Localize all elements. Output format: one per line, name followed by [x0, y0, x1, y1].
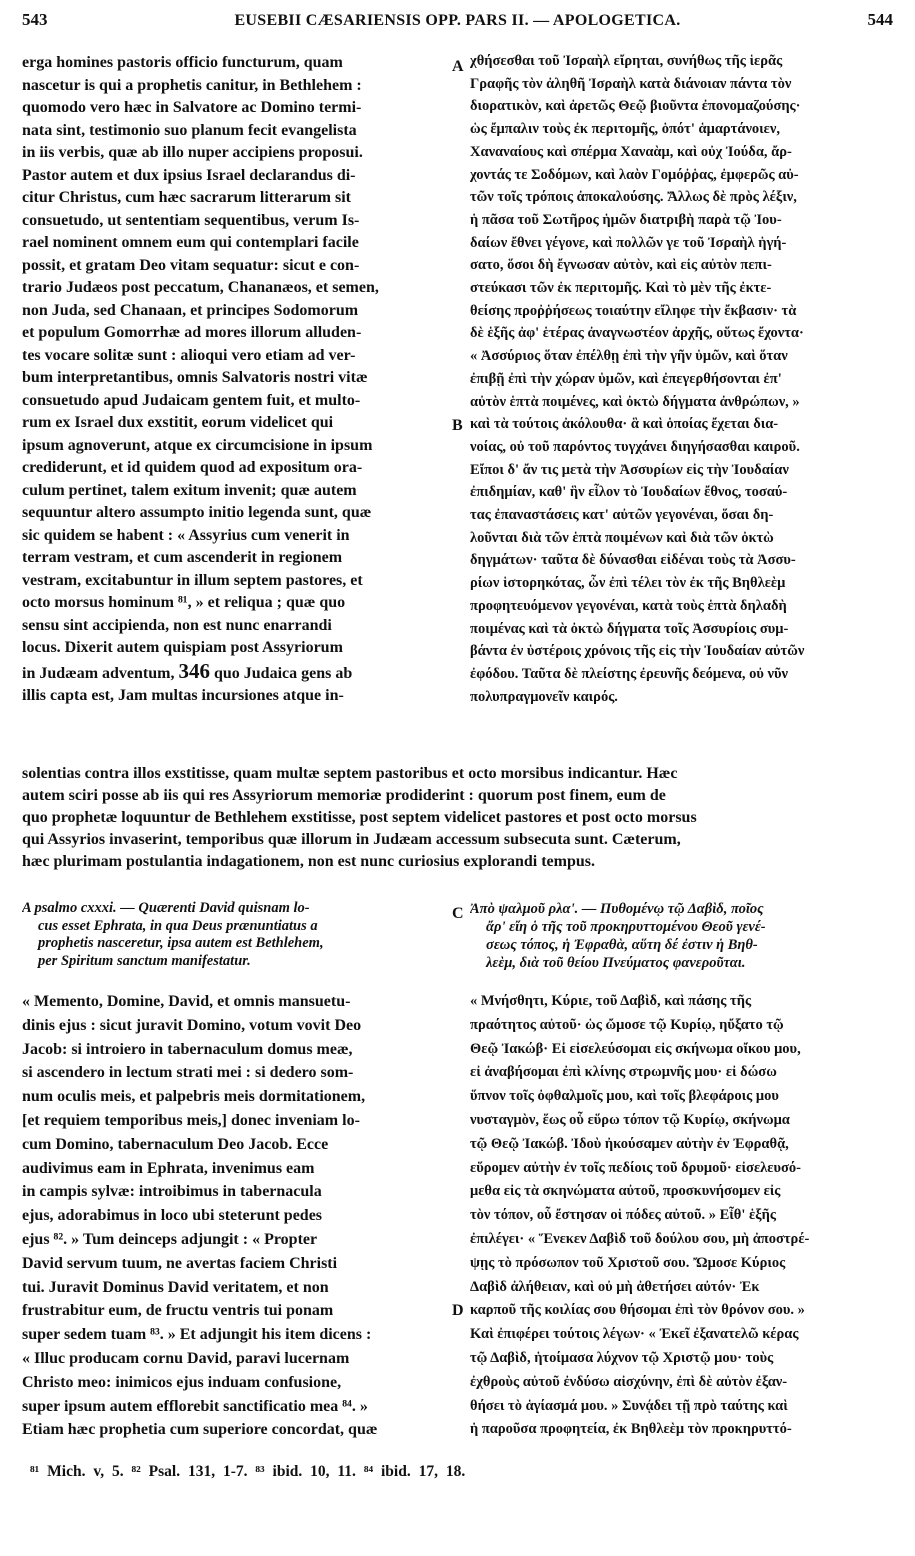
greek-line: προφητευόμενον γεγονέναι, κατὰ τοὺς ἑπτὰ δηλαδὴ	[470, 597, 787, 614]
greek-line: νυσταγμὸν, ἕως οὗ εὕρω τόπον τῷ Κυρίῳ, σκήνωμα	[470, 1111, 790, 1128]
footnote: ⁸³ ibid. 10, 11.	[255, 1463, 356, 1480]
latin-section-heading	[22, 900, 450, 970]
greek-line: ἐπιλέγει· « Ἕνεκεν Δαβὶδ τοῦ δούλου σου, μὴ ἀποστρέ-	[470, 1230, 810, 1247]
greek-line: « Μνήσθητι, Κύριε, τοῦ Δαβὶδ, καὶ πάσης τῆς	[470, 993, 752, 1009]
latin-line: tes vocare solitæ sunt : alioqui vero etiam ad ver-	[22, 346, 356, 364]
greek-line: τῶν τοῖς τρόποις ἀποκαλούσης. Ἄλλως δὲ πρὸς λέξιν,	[470, 189, 797, 206]
latin-line: consuetudo, ut sententiam sequentibus, verum Is-	[22, 211, 360, 229]
greek-line: ὡς ἔμπαλιν τοὺς ἐκ περιτομῆς, ὁπότ' ἁμαρτάνοιεν,	[470, 121, 780, 138]
full-line: qui Assyrios invaserint, temporibus quæ illorum in Judæam accessum subsecuta sunt. Cæterum,	[22, 831, 681, 848]
greek-line: ψῃς τὸ πρόσωπον τοῦ Χριστοῦ σου. Ὤμοσε Κύριος	[470, 1254, 786, 1271]
greek-line: χθήσεσθαι τοῦ Ἰσραὴλ εἴρηται, συνήθως τῆς ἱερᾶς	[470, 53, 783, 69]
heading-line: cus esset Ephrata, in qua Deus prænuntiatus a	[38, 917, 318, 934]
greek-line: θείσης προῤῥήσεως τοιαύτην εἴληφε τὴν ἔκβασιν· τὰ	[470, 302, 797, 319]
greek-line: χοντάς τε Σοδόμων, καὶ λαὸν Γομόῤῥας, ἐμφερῶς αὐ-	[470, 166, 799, 183]
footnote: ⁸¹ Mich. v, 5.	[30, 1463, 124, 1480]
latin-line: erga homines pastoris officio functurum, quam	[22, 54, 343, 71]
latin-line: ejus ⁸². » Tum deinceps adjungit : « Propter	[22, 1230, 318, 1248]
latin-line-part: in Judæam adventum,	[22, 664, 175, 682]
page-number-left: 543	[22, 10, 48, 29]
latin-line: sequuntur altero assumpto initio legenda sunt, quæ	[22, 504, 372, 521]
greek-line: ἡ πᾶσα τοῦ Σωτῆρος ἡμῶν διατριβὴ παρὰ τῷ Ἰου-	[470, 211, 782, 228]
full-line: solentias contra illos exstitisse, quam multæ septem pastoribus et octo morsibus indicantur. Hæc	[22, 765, 678, 782]
page-header	[22, 10, 893, 36]
heading-line: prophetis nasceretur, ipsa autem est Bethlehem,	[38, 935, 324, 951]
greek-line: ρίων ἱστορηκότας, ὧν ἐπὶ τέλει τὸν ἐκ τῆς Βηθλεὲμ	[470, 575, 786, 592]
greek-line: καρποῦ τῆς κοιλίας σου θήσομαι ἐπὶ τὸν θρόνον σου. »	[470, 1302, 805, 1319]
greek-line: τῷ Δαβὶδ, ἡτοίμασα λύχνον τῷ Χριστῷ μου· τοὺς	[470, 1349, 774, 1366]
greek-line: Χαναναίους καὶ σπέρμα Χαναὰμ, καὶ οὐχ Ἰούδα, ἄρ-	[470, 143, 792, 160]
greek-line: Γραφῆς τὸν ἀληθῆ Ἰσραὴλ κατὰ διάνοιαν πάντα τὸν	[470, 75, 792, 92]
latin-line: num oculis meis, et palpebris meis dormitationem,	[22, 1088, 366, 1106]
latin-line: sic quidem se habent : « Assyrius cum venerit in	[22, 526, 350, 544]
top-greek-column	[470, 50, 895, 708]
latin-line: rum ex Israel dux exstitit, eorum videlicet qui	[22, 414, 334, 431]
greek-line: δὲ ἑξῆς ἀφ' ἑτέρας ἀναγνωστέον ἀρχῆς, οὕτως ἔχοντα·	[470, 325, 804, 342]
full-line: autem sciri posse ab iis qui res Assyriorum memoriæ prodiderint : quorum post finem, eum de	[22, 787, 666, 804]
greek-line: νοίας, οὐ τοῦ παρόντος τυγχάνει διηγήσασθαι καιροῦ.	[470, 438, 800, 455]
greek-line: Εἴποι δ' ἄν τις μετὰ τὴν Ἀσσυρίων εἰς τὴν Ἰουδαίαν	[470, 461, 789, 478]
latin-line: « Illuc producam cornu David, paravi lucernam	[22, 1349, 350, 1367]
greek-line: τας ἐπαναστάσεις κατ' αὐτῶν γεγονέναι, ὅσαι δη-	[470, 507, 774, 524]
latin-line: Etiam hæc prophetia cum superiore concordat, quæ	[22, 1421, 378, 1439]
latin-line: ejus, adorabimus in loco ubi steterunt pedes	[22, 1207, 323, 1225]
greek-section-heading	[470, 900, 895, 972]
greek-line: Καὶ ἐπιφέρει τούτοις λέγων· « Ἐκεῖ ἐξανατελῶ κέρας	[470, 1326, 799, 1343]
latin-line: super ipsum autem efflorebit sanctificatio mea ⁸⁴. »	[22, 1397, 368, 1415]
greek-line: διορατικὸν, καὶ ἀρετῶς Θεῷ βιοῦντα ἐπονομαζούσης·	[470, 98, 801, 115]
latin-line: illis capta est, Jam multas incursiones atque in-	[22, 687, 344, 704]
greek-line: ὕπνον τοῖς ὀφθαλμοῖς μου, καὶ τοῖς βλεφάροις μου	[470, 1088, 779, 1105]
latin-line: locus. Dixerit autem quispiam post Assyriorum	[22, 639, 343, 656]
greek-line: ἐπιδημίαν, καθ' ἣν εἷλον τὸ Ἰουδαίων ἔθνος, τοσαύ-	[470, 484, 788, 501]
latin-line: « Memento, Domine, David, et omnis mansuetu-	[22, 993, 351, 1010]
latin-line: [et requiem temporibus meis,] donec inveniam lo-	[22, 1111, 360, 1129]
greek-line: « Ἀσσύριος ὅταν ἐπέλθῃ ἐπὶ τὴν γῆν ὑμῶν, καὶ ὅταν	[470, 348, 788, 365]
latin-line: Jacob: si introiero in tabernaculum domus meæ,	[22, 1040, 353, 1058]
latin-line: crediderunt, et id quidem quod ad expositum ora-	[22, 459, 363, 476]
latin-line: si ascendero in lectum strati mei : si dedero som-	[22, 1064, 354, 1082]
latin-line: Pastor autem et dux ipsius Israel declarandus di-	[22, 166, 356, 184]
footnotes	[30, 1463, 880, 1487]
latin-line: ipsum agnoverunt, atque ex circumcisione in ipsum	[22, 436, 373, 454]
latin-line: terram vestram, et cum ascenderit in regionem	[22, 549, 343, 566]
latin-line: in campis sylvæ: introibimus in tabernacula	[22, 1183, 322, 1201]
latin-line: sensu sint accipienda, non est nunc enarrandi	[22, 616, 332, 634]
top-latin-column	[22, 52, 450, 708]
greek-line: σατο, ὅσοι δὴ ἔγνωσαν αὐτὸν, καὶ εἰς αὐτὸν πεπι-	[470, 257, 772, 274]
margin-letter-a: A	[452, 58, 464, 75]
margin-letter-d: D	[452, 1302, 464, 1319]
greek-line: αὐτὸν ἑπτὰ ποιμένες, καὶ ὀκτὼ δήγματα ἀνθρώπων, »	[470, 393, 800, 410]
greek-line: ποιμένας καὶ τὰ ὀκτὼ δήγματα τοῖς Ἀσσυρίοις συμ-	[470, 620, 789, 637]
latin-line: vestram, excitabuntur in illum septem pastores, et	[22, 571, 363, 589]
heading-line: ἄρ' εἴη ὁ τῆς τοῦ προκηρυττομένου Θεοῦ γενέ-	[486, 919, 766, 935]
greek-line: ἡ παροῦσα προφητεία, ἐκ Βηθλεὲμ τὸν προκηρυττό-	[470, 1421, 792, 1438]
margin-letter-b: B	[452, 417, 463, 434]
heading-line: Ἀπὸ ψαλμοῦ ρλα'. — Πυθομένῳ τῷ Δαβὶδ, ποῖος	[470, 901, 764, 917]
heading-line: σεως τόπος, ἡ Ἐφραθὰ, αὕτη δέ ἐστιν ἡ Βηθ-	[486, 937, 758, 953]
greek-line: Δαβὶδ ἀλήθειαν, καὶ οὐ μὴ ἀθετήσει αὐτόν· Ἐκ	[470, 1278, 760, 1295]
greek-line: εὕρομεν αὐτὴν ἐν τοῖς πεδίοις τοῦ δρυμοῦ· εἰσελευσό-	[470, 1159, 801, 1176]
original-page-mark: 346	[178, 659, 210, 683]
greek-line: μεθα εἰς τὰ σκηνώματα αὐτοῦ, προσκυνήσομεν εἰς	[470, 1183, 781, 1200]
latin-line: super sedem tuam ⁸³. » Et adjungit his item dicens :	[22, 1326, 372, 1344]
greek-line: δηγμάτων· ταῦτα δὲ δύνασθαι εἰδέναι τοὺς τὰ Ἀσσυ-	[470, 552, 796, 569]
latin-line: octo morsus hominum ⁸¹, » et reliqua ; quæ quo	[22, 594, 346, 611]
greek-line: τὸν τόπον, οὗ ἔστησαν οἱ πόδες αὐτοῦ. » Εἶθ' ἑξῆς	[470, 1207, 777, 1224]
greek-line: καὶ τὰ τούτοις ἀκόλουθα· ἃ καὶ ὁποίας ἔχεται δια-	[470, 416, 779, 433]
heading-line: per Spiritum sanctum manifestatur.	[38, 952, 251, 969]
bottom-latin-column	[22, 990, 450, 1442]
full-line: hæc plurimam postulantia indagationem, non est nunc curiosius explorandi tempus.	[22, 853, 595, 870]
latin-line: nascetur is qui a prophetis canitur, in Bethlehem :	[22, 76, 362, 94]
greek-line: λοῦνται διὰ τῶν ἑπτὰ ποιμένων καὶ διὰ τῶν ὀκτὼ	[470, 529, 774, 546]
full-line: quo prophetæ loquuntur de Bethlehem exstitisse, post septem videlicet pastores et post octo morsus	[22, 809, 697, 826]
latin-line: quomodo vero hæc in Salvatore ac Domino termi-	[22, 99, 362, 116]
margin-letter-c: C	[452, 905, 464, 922]
latin-line: et populum Gomorrhæ ad mores illorum alluden-	[22, 324, 362, 341]
greek-line: τῷ Θεῷ Ἰακώβ. Ἰδοὺ ἠκούσαμεν αὐτὴν ἐν Ἐφραθᾷ,	[470, 1135, 789, 1152]
greek-line: ἐφόδου. Ταῦτα δὲ πλείστης ἐρευνῆς δεόμενα, οὐ νῦν	[470, 665, 789, 682]
latin-line: audivimus eam in Ephrata, invenimus eam	[22, 1159, 315, 1177]
running-title: EUSEBII CÆSARIENSIS OPP. PARS II. — APOLOGETICA.	[234, 12, 681, 29]
latin-line: Christo meo: inimicos ejus induam confusione,	[22, 1373, 342, 1391]
greek-line: θήσει τὸ ἁγίασμά μου. » Συνᾴδει τῇ πρὸ ταύτης καὶ	[470, 1397, 788, 1414]
greek-line: ἐπιβῇ ἐπὶ τὴν χώραν ὑμῶν, καὶ ἐπεγερθήσονται ἐπ'	[470, 370, 782, 387]
latin-line: citur Christus, cum hæc sacrarum litterarum sit	[22, 189, 351, 206]
greek-line: ἐχθροὺς αὐτοῦ ἐνδύσω αἰσχύνην, ἐπὶ δὲ αὐτὸν ἐξαν-	[470, 1373, 788, 1390]
latin-line: dinis ejus : sicut juravit Domino, votum vovit Deo	[22, 1016, 362, 1034]
latin-line: bum interpretantibus, omnis Salvatoris nostri vitæ	[22, 369, 368, 386]
latin-line-with-mark	[22, 660, 450, 686]
latin-line: David servum tuum, ne avertas faciem Christi	[22, 1254, 338, 1272]
greek-line: δαίων ἔθνει γέγονε, καὶ πολλῶν γε τοῦ Ἰσραὴλ ἡγή-	[470, 234, 787, 251]
latin-line: tui. Juravit Dominus David veritatem, et non	[22, 1278, 329, 1296]
heading-line: A psalmo cxxxi. — Quærenti David quisnam lo-	[22, 900, 310, 916]
footnote: ⁸² Psal. 131, 1-7.	[131, 1463, 248, 1480]
greek-line: βάντα ἐν ὑστέροις χρόνοις τῆς εἰς τὴν Ἰουδαίαν αὐτῶν	[470, 643, 805, 660]
latin-line: nata sint, testimonio suo planum fecit evangelista	[22, 121, 357, 139]
bottom-greek-column	[470, 990, 895, 1442]
latin-line: consuetudo apud Judaicam gentem fuit, et multo-	[22, 391, 361, 409]
latin-line-part: quo Judaica gens ab	[213, 664, 353, 682]
full-width-latin	[22, 763, 894, 873]
latin-line: in iis verbis, quæ ab illo nuper accipiens proposui.	[22, 144, 363, 161]
footnote: ⁸⁴ ibid. 17, 18.	[363, 1463, 466, 1480]
greek-line: στεύκασι τῶν ἐκ περιτομῆς. Καὶ τὸ μὲν τῆς ἐκτε-	[470, 280, 772, 297]
heading-line: λεὲμ, διὰ τοῦ θείου Πνεύματος φανεροῦται.	[486, 955, 746, 971]
latin-line: rael nominent omnem eum qui contemplari facile	[22, 234, 359, 251]
greek-line: Θεῷ Ἰακώβ· Εἰ εἰσελεύσομαι εἰς σκήνωμα οἴκου μου,	[470, 1040, 801, 1057]
greek-line: εἰ ἀναβήσομαι ἐπὶ κλίνης στρωμνῆς μου· εἰ δώσω	[470, 1064, 777, 1081]
latin-line: possit, et gratam Deo vitam sequatur: sicut e con-	[22, 256, 360, 274]
latin-line: trario Judæos post peccatum, Chananæos, et semen,	[22, 279, 379, 296]
greek-line: πραότητος αὐτοῦ· ὡς ὤμοσε τῷ Κυρίῳ, ηὔξατο τῷ	[470, 1016, 784, 1033]
latin-line: frustrabitur eum, de fructu ventris tui ponam	[22, 1302, 334, 1320]
latin-line: non Juda, sed Chanaan, et principes Sodomorum	[22, 301, 359, 319]
greek-line: πολυπραγμονεῖν καιρός.	[470, 688, 618, 705]
page-number-right: 544	[867, 10, 893, 29]
latin-line: culum pertinet, talem exitum invenit; quæ autem	[22, 481, 357, 499]
latin-line: cum Domino, tabernaculum Deo Jacob. Ecce	[22, 1135, 329, 1153]
